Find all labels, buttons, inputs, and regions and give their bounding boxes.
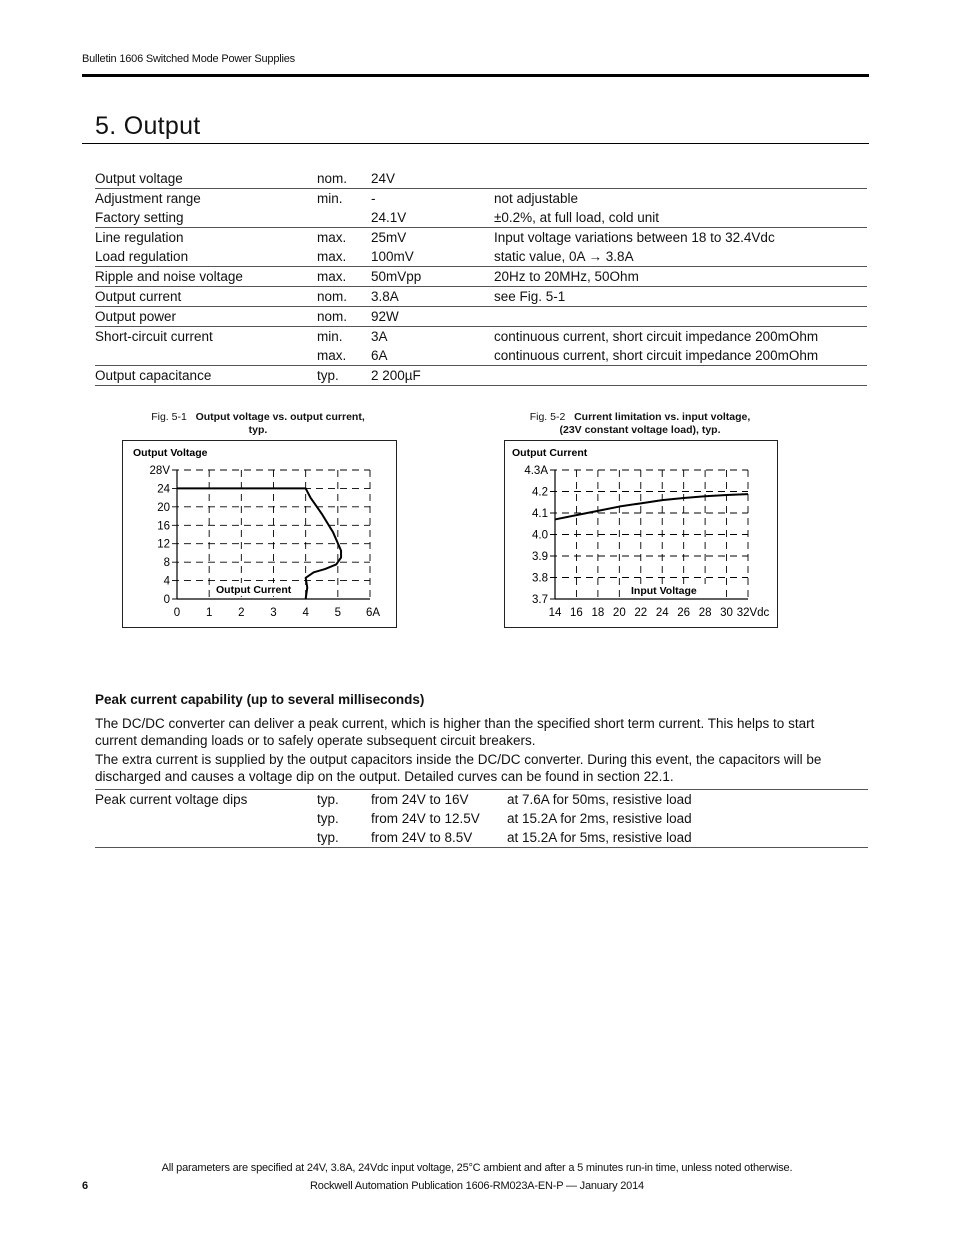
y-tick-label: 24 bbox=[157, 483, 170, 496]
spec-note: continuous current, short circuit impedance 200mOhm bbox=[494, 346, 867, 366]
x-tick-label: 30 bbox=[720, 607, 733, 619]
spec-row bbox=[95, 228, 867, 248]
spec-qualifier: nom. bbox=[317, 287, 371, 307]
y-tick-label: 4.0 bbox=[532, 529, 548, 542]
page-number: 6 bbox=[82, 1180, 89, 1192]
peak-note: at 15.2A for 5ms, resistive load bbox=[507, 830, 692, 845]
y-tick-label: 4.2 bbox=[532, 486, 548, 499]
running-header: Bulletin 1606 Switched Mode Power Supplies bbox=[82, 53, 295, 65]
y-tick-label: 3.9 bbox=[532, 551, 548, 563]
spec-row bbox=[95, 307, 867, 327]
fig2-caption-number: Fig. 5-2 bbox=[529, 411, 566, 423]
peak-note: at 7.6A for 50ms, resistive load bbox=[507, 792, 692, 807]
y-tick-label: 4.1 bbox=[532, 508, 548, 520]
fig2-caption-title: Current limitation vs. input voltage, bbox=[574, 411, 751, 423]
x-tick-label: 0 bbox=[173, 607, 181, 619]
spec-qualifier: max. bbox=[317, 247, 371, 267]
x-tick-label: 20 bbox=[612, 607, 626, 619]
header-rule bbox=[82, 74, 869, 77]
spec-note bbox=[494, 169, 867, 189]
spec-param: Ripple and noise voltage bbox=[95, 267, 317, 287]
x-tick-label: 14 bbox=[548, 607, 562, 619]
fig2-chart-frame bbox=[504, 440, 778, 628]
spec-row bbox=[95, 366, 867, 386]
x-tick-label: 18 bbox=[591, 607, 605, 619]
peak-paragraph-2: The extra current is supplied by the output capacitors inside the DC/DC converter. During this event, the capacitors will be discharged and causes a voltage dip on the output. Detailed curves can be found in section 22.1. bbox=[95, 752, 822, 784]
spec-value: 92W bbox=[371, 307, 494, 327]
spec-param bbox=[95, 346, 317, 366]
y-axis-label: Output Voltage bbox=[133, 447, 208, 459]
spec-qualifier: min. bbox=[317, 329, 343, 344]
spec-note: see Fig. 5-1 bbox=[494, 287, 867, 307]
fig1-chart-frame bbox=[122, 440, 397, 628]
peak-param bbox=[95, 828, 317, 848]
spec-param: Load regulation bbox=[95, 247, 317, 267]
spec-qualifier: min. bbox=[317, 191, 343, 206]
y-tick-label: 16 bbox=[157, 520, 170, 533]
spec-row bbox=[95, 247, 867, 267]
y-tick-label: 28V bbox=[149, 465, 170, 477]
fig2-caption bbox=[505, 411, 775, 437]
spec-param: Adjustment range bbox=[95, 191, 201, 206]
x-tick-label: 32Vdc bbox=[736, 607, 770, 619]
spec-qualifier: max. bbox=[317, 346, 371, 366]
spec-row bbox=[95, 267, 867, 287]
spec-row bbox=[95, 189, 867, 209]
spec-value: 6A bbox=[371, 346, 494, 366]
peak-range: from 24V to 16V bbox=[371, 792, 469, 807]
x-tick-label: 2 bbox=[238, 607, 245, 619]
spec-value: 50mVpp bbox=[371, 267, 494, 287]
peak-heading: Peak current capability (up to several milliseconds) bbox=[95, 692, 425, 707]
peak-param: Peak current voltage dips bbox=[95, 792, 248, 807]
spec-value: 2 200µF bbox=[371, 366, 494, 386]
peak-range: from 24V to 8.5V bbox=[371, 830, 473, 845]
peak-row bbox=[95, 809, 868, 828]
spec-note: continuous current, short circuit impedance 200mOhm bbox=[494, 329, 819, 344]
output-spec-table bbox=[95, 169, 867, 386]
peak-range: from 24V to 12.5V bbox=[371, 811, 480, 826]
fig2-chart bbox=[505, 441, 777, 627]
title-rule bbox=[82, 143, 869, 144]
y-tick-label: 4.3A bbox=[524, 465, 548, 477]
spec-value: 25mV bbox=[371, 230, 407, 245]
spec-row bbox=[95, 169, 867, 189]
spec-note: 20Hz to 20MHz, 50Ohm bbox=[494, 267, 867, 287]
peak-paragraph-1: The DC/DC converter can deliver a peak current, which is higher than the specified short term current. This helps to start current demanding loads or to safely operate subsequent circuit breakers. bbox=[95, 716, 815, 748]
y-tick-label: 20 bbox=[157, 501, 170, 514]
y-axis-label: Output Current bbox=[512, 447, 588, 459]
spec-param: Output current bbox=[95, 287, 317, 307]
peak-dips-table bbox=[95, 789, 868, 848]
peak-qualifier: typ. bbox=[317, 811, 339, 826]
spec-value: 3A bbox=[371, 329, 388, 344]
peak-row bbox=[95, 828, 868, 848]
peak-note: at 15.2A for 2ms, resistive load bbox=[507, 811, 692, 826]
fig1-caption-title-2: typ. bbox=[248, 424, 268, 436]
spec-param: Output capacitance bbox=[95, 366, 317, 386]
x-tick-label: 24 bbox=[655, 607, 669, 619]
x-tick-label: 1 bbox=[205, 607, 213, 619]
y-tick-label: 8 bbox=[163, 557, 170, 570]
x-axis-label: Output Current bbox=[216, 584, 292, 596]
spec-param: Output power bbox=[95, 307, 317, 327]
y-tick-label: 3.8 bbox=[532, 572, 548, 585]
spec-value: 100mV bbox=[371, 247, 494, 267]
fig2-caption-title-2: (23V constant voltage load), typ. bbox=[559, 424, 721, 436]
x-tick-label: 28 bbox=[698, 607, 712, 619]
spec-param: Line regulation bbox=[95, 230, 184, 245]
fig1-caption bbox=[128, 411, 388, 437]
spec-qualifier: nom. bbox=[317, 307, 371, 327]
footer-note: All parameters are specified at 24V, 3.8A, 24Vdc input voltage, 25°C ambient and after a 5 minutes run-in time, unless noted otherwise. bbox=[161, 1162, 793, 1174]
spec-value: 24.1V bbox=[371, 208, 494, 228]
spec-note bbox=[494, 366, 867, 386]
spec-row bbox=[95, 287, 867, 307]
spec-qualifier: max. bbox=[317, 267, 371, 287]
spec-value: 3.8A bbox=[371, 287, 494, 307]
x-tick-label: 22 bbox=[634, 607, 648, 619]
spec-param: Factory setting bbox=[95, 208, 317, 228]
spec-qualifier: max. bbox=[317, 230, 347, 245]
y-tick-label: 4 bbox=[163, 575, 170, 588]
fig1-caption-title: Output voltage vs. output current, bbox=[195, 411, 365, 423]
fig1-caption-number: Fig. 5-1 bbox=[151, 411, 187, 423]
x-tick-label: 16 bbox=[570, 607, 583, 619]
peak-qualifier: typ. bbox=[317, 830, 339, 845]
spec-note bbox=[494, 307, 867, 327]
y-tick-label: 12 bbox=[157, 538, 170, 551]
spec-param: Short-circuit current bbox=[95, 329, 213, 344]
spec-note: Input voltage variations between 18 to 32.4Vdc bbox=[494, 230, 775, 245]
section-title: 5. Output bbox=[95, 112, 201, 140]
x-tick-label: 5 bbox=[334, 607, 342, 619]
peak-param bbox=[95, 809, 317, 828]
spec-row bbox=[95, 327, 867, 347]
spec-note: not adjustable bbox=[494, 191, 579, 206]
spec-note: ±0.2%, at full load, cold unit bbox=[494, 208, 867, 228]
data-series-line bbox=[555, 494, 748, 519]
x-tick-label: 4 bbox=[302, 607, 309, 619]
peak-row bbox=[95, 790, 868, 810]
peak-qualifier: typ. bbox=[317, 792, 339, 807]
x-axis-label: Input Voltage bbox=[631, 585, 697, 597]
spec-row bbox=[95, 346, 867, 366]
spec-qualifier: typ. bbox=[317, 366, 371, 386]
spec-note: static value, 0A → 3.8A bbox=[494, 247, 867, 267]
spec-value: - bbox=[371, 191, 376, 206]
fig1-chart bbox=[123, 441, 396, 627]
spec-qualifier: nom. bbox=[317, 169, 371, 189]
spec-param: Output voltage bbox=[95, 169, 317, 189]
spec-qualifier bbox=[317, 208, 371, 228]
spec-value: 24V bbox=[371, 169, 494, 189]
footer-publication: Rockwell Automation Publication 1606-RM023A-EN-P — January 2014 bbox=[310, 1180, 644, 1192]
x-tick-label: 6A bbox=[365, 607, 381, 619]
x-tick-label: 3 bbox=[270, 607, 277, 619]
y-tick-label: 3.7 bbox=[532, 594, 548, 606]
y-tick-label: 0 bbox=[163, 594, 170, 606]
spec-row bbox=[95, 208, 867, 228]
x-tick-label: 26 bbox=[677, 607, 691, 619]
